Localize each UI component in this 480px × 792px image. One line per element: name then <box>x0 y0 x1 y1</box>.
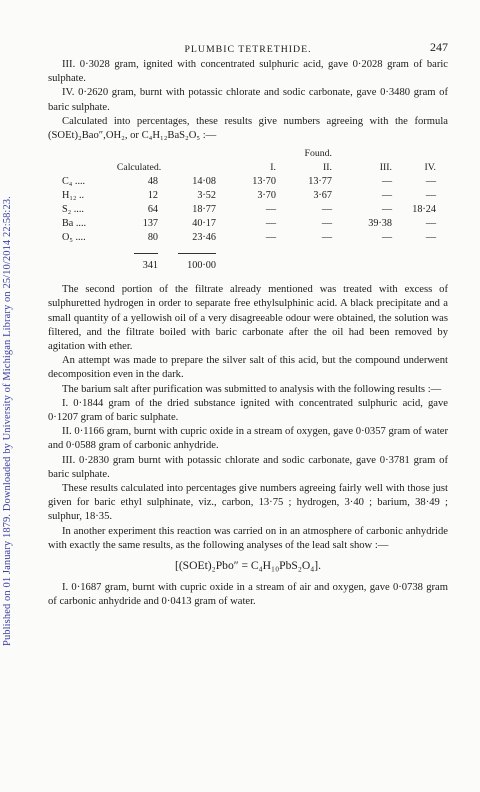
found-cell: — <box>321 204 332 216</box>
running-head <box>48 40 448 58</box>
paragraph-analysis-iii: III. 0·3028 gram, ignited with concentrated sulphuric acid, gave 0·2028 gram of baric sulphate. <box>48 59 448 85</box>
percent-cell: 40·17 <box>192 218 216 230</box>
table-found-row <box>62 147 436 161</box>
percent-cell: 18·77 <box>192 204 216 216</box>
col-header-ii: II. <box>323 162 332 174</box>
table-row <box>62 217 436 231</box>
paragraph-results: These results calculated into percentages give numbers agreeing fairly well with those just given for baric ethyl sulphinate, viz., carbon, 13·75 ; hydrogen, 3·40 ; barium, 38·49 ; sulphur, 18·35. <box>48 483 448 523</box>
paragraph-barium-salt: The barium salt after purification was submitted to analysis with the following results :— <box>62 383 442 395</box>
table-row <box>62 203 436 217</box>
found-cell: — <box>321 218 332 230</box>
paragraph-analysis-iv: IV. 0·2620 gram, burnt with potassic chlorate and sodic carbonate, gave 0·3480 gram of baric sulphate. <box>48 87 448 113</box>
percent-cell: 23·46 <box>192 232 216 244</box>
table-total-row <box>62 259 436 273</box>
mass-cell: 12 <box>147 190 158 202</box>
paragraph-second-portion: The second portion of the filtrate already mentioned was treated with excess of sulphuretted hydrogen in order to separate free ethylsulphinic acid. A black precipitate and a small quantity of a yellowish oil of a very disagreeable odour were obtained, the solution was filtered, and the filtrate boiled with baric carbonate after the oil had been removed by agitation with ether. <box>48 284 448 353</box>
found-cell: — <box>425 176 436 188</box>
found-cell: 3·70 <box>257 190 276 202</box>
found-cell: 39·38 <box>368 218 392 230</box>
percent-cell: 14·08 <box>192 176 216 188</box>
found-cell: — <box>265 204 276 216</box>
found-cell: — <box>425 218 436 230</box>
found-cell: 3·67 <box>313 190 332 202</box>
found-cell: 18·24 <box>412 204 436 216</box>
found-cell: — <box>381 190 392 202</box>
mass-cell: 48 <box>147 176 158 188</box>
document-page <box>48 40 448 610</box>
found-cell: 13·70 <box>252 176 276 188</box>
mass-cell: 64 <box>147 204 158 216</box>
table-row <box>62 175 436 189</box>
found-cell: — <box>381 232 392 244</box>
found-label: Found. <box>304 148 332 160</box>
paragraph-another-experiment: In another experiment this reaction was carried on in an atmosphere of carbonic anhydride with exactly the same results, as the following analyses of the lead salt show :— <box>48 525 448 551</box>
percent-cell: 3·52 <box>197 190 216 202</box>
found-cell: 13·77 <box>308 176 332 188</box>
paragraph-analysis-i-2: I. 0·1844 gram of the dried substance ignited with concentrated sulphuric acid, gave 0·1207 gram of baric sulphate. <box>48 397 448 424</box>
calculated-label: Calculated. <box>116 162 162 174</box>
mass-cell: 137 <box>142 218 158 230</box>
col-header-i: I. <box>270 162 276 174</box>
found-cell: — <box>381 176 392 188</box>
lead-salt-formula: [(SOEt)₂Pbo″ = C₄H₁₀PbS₂O₄]. <box>174 559 322 573</box>
running-head-title: PLUMBIC TETRETHIDE. <box>184 44 312 55</box>
total-mass: 341 <box>142 260 158 272</box>
publication-stamp-text: Published on 01 January 1879. Downloaded by University of Michigan Library on 25/10/2014 22:58:23. <box>2 196 13 646</box>
table-row <box>62 189 436 203</box>
found-cell: — <box>265 232 276 244</box>
paragraph-analysis-iii-2: III. 0·2830 gram burnt with potassic chlorate and sodic carbonate, gave 0·3781 gram of baric sulphate. <box>48 454 448 480</box>
element-cell: O₅ .... <box>62 232 86 244</box>
found-cell: — <box>381 204 392 216</box>
mass-cell: 80 <box>147 232 158 244</box>
found-cell: — <box>425 190 436 202</box>
paragraph-silver-salt: An attempt was made to prepare the silver salt of this acid, but the compound underwent decomposition even in the dark. <box>48 355 448 381</box>
sum-rule <box>178 253 216 254</box>
element-cell: S₂ .... <box>62 204 84 216</box>
col-header-iv: IV. <box>424 162 436 174</box>
paragraph-analysis-i-3: I. 0·1687 gram, burnt with cupric oxide in a stream of air and oxygen, gave 0·0738 gram of carbonic anhydride and 0·0413 gram of water. <box>48 582 448 608</box>
found-cell: — <box>265 218 276 230</box>
paragraph-calculated: Calculated into percentages, these results give numbers agreeing with the formula (SOEt)₂Bao″,OH₂, or C₄H₁₂BaS₂O₅ :— <box>48 115 448 142</box>
publication-stamp <box>2 36 16 646</box>
table-rule-row <box>62 245 436 259</box>
table-row <box>62 231 436 245</box>
paragraph-analysis-ii-2: II. 0·1166 gram, burnt with cupric oxide in a stream of oxygen, gave 0·0357 gram of water and 0·0588 gram of carbonic anhydride. <box>48 426 448 452</box>
found-cell: — <box>321 232 332 244</box>
found-cell: — <box>425 232 436 244</box>
element-cell: Ba .... <box>62 218 87 230</box>
composition-table <box>62 147 436 273</box>
element-cell: C₄ .... <box>62 176 86 188</box>
total-percent: 100·00 <box>187 260 216 272</box>
sum-rule <box>134 253 158 254</box>
page-number: 247 <box>430 40 448 54</box>
element-cell: H₁₂ .. <box>62 190 85 202</box>
col-header-iii: III. <box>379 162 392 174</box>
table-header-row <box>62 161 436 175</box>
